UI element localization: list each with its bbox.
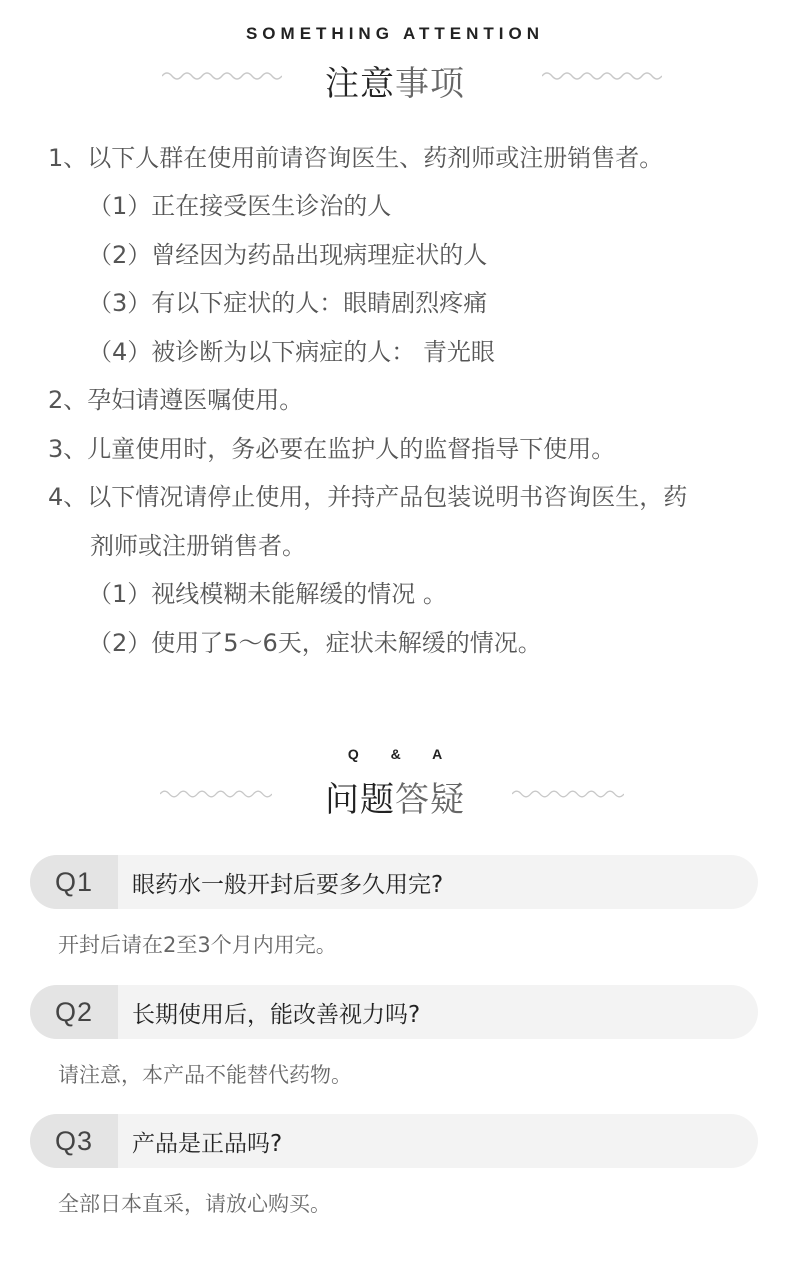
qa-header xyxy=(0,746,790,762)
question-number-badge: Q1 xyxy=(30,855,118,909)
attention-item: 2、孕妇请遵医嘱使用。 xyxy=(48,386,304,414)
attention-item: 1、以下人群在使用前请咨询医生、药剂师或注册销售者。 xyxy=(48,144,664,172)
qa-eyebrow: Q & A xyxy=(347,746,457,762)
attention-header xyxy=(0,24,790,44)
question-bar xyxy=(30,1114,758,1168)
qa-title-dark: 问题 xyxy=(325,780,395,820)
attention-subitem: （1）正在接受医生诊治的人 xyxy=(88,192,392,220)
question-number-badge: Q2 xyxy=(30,985,118,1039)
answer-text: 开封后请在2至3个月内用完。 xyxy=(58,933,337,957)
wave-divider-icon xyxy=(542,69,662,83)
qa-title-light: 答疑 xyxy=(395,780,465,820)
question-text: 眼药水一般开封后要多久用完? xyxy=(132,871,444,898)
question-text: 长期使用后，能改善视力吗? xyxy=(132,1001,421,1028)
attention-subitem: （2）使用了5～6天，症状未解缓的情况。 xyxy=(88,629,542,657)
attention-item: 3、儿童使用时，务必要在监护人的监督指导下使用。 xyxy=(48,435,616,463)
attention-eyebrow: SOMETHING ATTENTION xyxy=(245,24,545,43)
question-bar xyxy=(30,855,758,909)
attention-item-continued: 剂师或注册销售者。 xyxy=(90,532,306,560)
answer-text: 全部日本直采，请放心购买。 xyxy=(58,1192,331,1216)
attention-subitem: （4）被诊断为以下病症的人： 青光眼 xyxy=(88,338,495,366)
attention-title-row xyxy=(0,52,790,112)
qa-item xyxy=(30,1114,758,1218)
qa-item xyxy=(30,985,758,1089)
qa-title xyxy=(0,772,790,821)
attention-title xyxy=(0,56,790,105)
attention-subitem: （2）曾经因为药品出现病理症状的人 xyxy=(88,241,488,269)
attention-item: 4、以下情况请停止使用，并持产品包装说明书咨询医生，药 xyxy=(48,483,688,511)
attention-title-light: 事项 xyxy=(395,64,465,104)
wave-divider-icon xyxy=(512,787,624,801)
attention-subitem: （1）视线模糊未能解缓的情况 。 xyxy=(88,580,447,608)
question-number-badge: Q3 xyxy=(30,1114,118,1168)
attention-title-dark: 注意 xyxy=(325,64,395,104)
qa-title-row xyxy=(0,767,790,827)
answer-text: 请注意，本产品不能替代药物。 xyxy=(58,1063,352,1087)
attention-subitem: （3）有以下症状的人：眼睛剧烈疼痛 xyxy=(88,289,488,317)
question-bar xyxy=(30,985,758,1039)
question-text: 产品是正品吗? xyxy=(132,1130,283,1157)
qa-item xyxy=(30,855,758,959)
